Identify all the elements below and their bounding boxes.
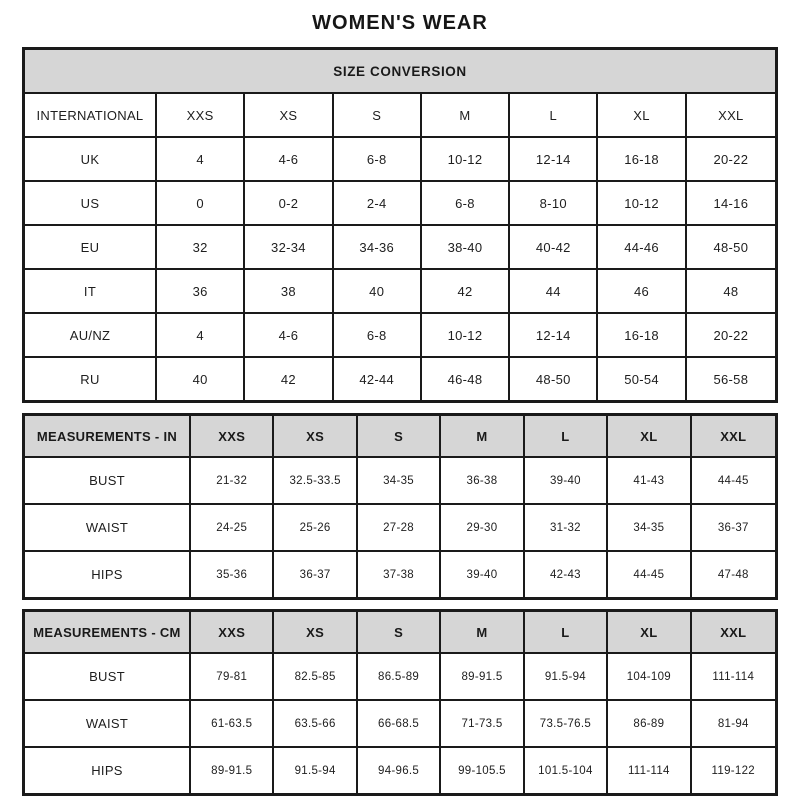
data-cell: 20-22 xyxy=(687,314,775,358)
data-cell: 91.5-94 xyxy=(274,748,357,793)
column-header-cell: L xyxy=(510,94,598,138)
data-cell: 8-10 xyxy=(510,182,598,226)
data-cell: 89-91.5 xyxy=(441,654,524,701)
data-cell: 39-40 xyxy=(525,458,608,505)
data-cell: 4 xyxy=(157,138,245,182)
data-cell: 10-12 xyxy=(422,314,510,358)
data-cell: 82.5-85 xyxy=(274,654,357,701)
data-cell: 34-35 xyxy=(608,505,691,552)
data-cell: 10-12 xyxy=(422,138,510,182)
data-cell: 79-81 xyxy=(191,654,274,701)
column-header-cell: XL xyxy=(608,416,691,458)
data-cell: 16-18 xyxy=(598,314,686,358)
data-cell: 44-45 xyxy=(608,552,691,597)
column-header-cell: XS xyxy=(245,94,333,138)
data-cell: 25-26 xyxy=(274,505,357,552)
row-label-cell: BUST xyxy=(25,654,191,701)
column-header-cell: XXS xyxy=(191,612,274,654)
data-cell: 14-16 xyxy=(687,182,775,226)
data-cell: 111-114 xyxy=(692,654,775,701)
data-cell: 104-109 xyxy=(608,654,691,701)
column-header-cell: M xyxy=(422,94,510,138)
data-cell: 32.5-33.5 xyxy=(274,458,357,505)
data-cell: 39-40 xyxy=(441,552,524,597)
data-cell: 86.5-89 xyxy=(358,654,441,701)
data-cell: 101.5-104 xyxy=(525,748,608,793)
measurements-in-table xyxy=(22,413,778,600)
data-cell: 29-30 xyxy=(441,505,524,552)
data-cell: 48 xyxy=(687,270,775,314)
column-header-cell: L xyxy=(525,612,608,654)
data-cell: 46-48 xyxy=(422,358,510,400)
data-cell: 4-6 xyxy=(245,314,333,358)
data-cell: 71-73.5 xyxy=(441,701,524,748)
data-cell: 66-68.5 xyxy=(358,701,441,748)
data-cell: 44-46 xyxy=(598,226,686,270)
data-cell: 6-8 xyxy=(422,182,510,226)
data-cell: 63.5-66 xyxy=(274,701,357,748)
measurements-in-grid xyxy=(25,416,775,597)
data-cell: 38 xyxy=(245,270,333,314)
column-header-cell: XL xyxy=(598,94,686,138)
data-cell: 56-58 xyxy=(687,358,775,400)
row-label-cell: HIPS xyxy=(25,552,191,597)
data-cell: 40 xyxy=(157,358,245,400)
data-cell: 36 xyxy=(157,270,245,314)
data-cell: 27-28 xyxy=(358,505,441,552)
data-cell: 32-34 xyxy=(245,226,333,270)
data-cell: 4-6 xyxy=(245,138,333,182)
row-label-cell: HIPS xyxy=(25,748,191,793)
size-conversion-grid xyxy=(25,94,775,400)
data-cell: 86-89 xyxy=(608,701,691,748)
data-cell: 12-14 xyxy=(510,138,598,182)
data-cell: 91.5-94 xyxy=(525,654,608,701)
column-header-cell: INTERNATIONAL xyxy=(25,94,157,138)
column-header-cell: S xyxy=(358,612,441,654)
column-header-cell: L xyxy=(525,416,608,458)
data-cell: 2-4 xyxy=(334,182,422,226)
column-header-cell: S xyxy=(334,94,422,138)
data-cell: 21-32 xyxy=(191,458,274,505)
measurements-cm-table xyxy=(22,609,778,796)
size-conversion-banner: SIZE CONVERSION xyxy=(25,50,775,94)
row-label-cell: US xyxy=(25,182,157,226)
data-cell: 81-94 xyxy=(692,701,775,748)
column-header-cell: XS xyxy=(274,612,357,654)
column-header-cell: MEASUREMENTS - CM xyxy=(25,612,191,654)
row-label-cell: IT xyxy=(25,270,157,314)
data-cell: 12-14 xyxy=(510,314,598,358)
data-cell: 36-37 xyxy=(274,552,357,597)
column-header-cell: XXL xyxy=(692,416,775,458)
data-cell: 41-43 xyxy=(608,458,691,505)
data-cell: 94-96.5 xyxy=(358,748,441,793)
data-cell: 40-42 xyxy=(510,226,598,270)
data-cell: 89-91.5 xyxy=(191,748,274,793)
data-cell: 44 xyxy=(510,270,598,314)
row-label-cell: AU/NZ xyxy=(25,314,157,358)
data-cell: 10-12 xyxy=(598,182,686,226)
column-header-cell: S xyxy=(358,416,441,458)
data-cell: 35-36 xyxy=(191,552,274,597)
data-cell: 42-43 xyxy=(525,552,608,597)
data-cell: 6-8 xyxy=(334,314,422,358)
data-cell: 48-50 xyxy=(510,358,598,400)
data-cell: 44-45 xyxy=(692,458,775,505)
row-label-cell: WAIST xyxy=(25,505,191,552)
column-header-cell: XS xyxy=(274,416,357,458)
column-header-cell: M xyxy=(441,416,524,458)
data-cell: 48-50 xyxy=(687,226,775,270)
data-cell: 61-63.5 xyxy=(191,701,274,748)
data-cell: 32 xyxy=(157,226,245,270)
column-header-cell: XL xyxy=(608,612,691,654)
data-cell: 36-38 xyxy=(441,458,524,505)
data-cell: 99-105.5 xyxy=(441,748,524,793)
data-cell: 31-32 xyxy=(525,505,608,552)
column-header-cell: XXL xyxy=(692,612,775,654)
data-cell: 73.5-76.5 xyxy=(525,701,608,748)
data-cell: 36-37 xyxy=(692,505,775,552)
data-cell: 42-44 xyxy=(334,358,422,400)
measurements-cm-grid xyxy=(25,612,775,793)
page-title: WOMEN'S WEAR xyxy=(312,12,488,34)
row-label-cell: UK xyxy=(25,138,157,182)
size-conversion-table xyxy=(22,47,778,403)
column-header-cell: XXL xyxy=(687,94,775,138)
data-cell: 119-122 xyxy=(692,748,775,793)
data-cell: 24-25 xyxy=(191,505,274,552)
data-cell: 42 xyxy=(422,270,510,314)
column-header-cell: MEASUREMENTS - IN xyxy=(25,416,191,458)
column-header-cell: M xyxy=(441,612,524,654)
data-cell: 50-54 xyxy=(598,358,686,400)
row-label-cell: BUST xyxy=(25,458,191,505)
data-cell: 42 xyxy=(245,358,333,400)
data-cell: 37-38 xyxy=(358,552,441,597)
row-label-cell: WAIST xyxy=(25,701,191,748)
data-cell: 38-40 xyxy=(422,226,510,270)
data-cell: 46 xyxy=(598,270,686,314)
row-label-cell: EU xyxy=(25,226,157,270)
data-cell: 34-35 xyxy=(358,458,441,505)
data-cell: 47-48 xyxy=(692,552,775,597)
data-cell: 4 xyxy=(157,314,245,358)
data-cell: 20-22 xyxy=(687,138,775,182)
data-cell: 6-8 xyxy=(334,138,422,182)
data-cell: 16-18 xyxy=(598,138,686,182)
row-label-cell: RU xyxy=(25,358,157,400)
data-cell: 0-2 xyxy=(245,182,333,226)
column-header-cell: XXS xyxy=(157,94,245,138)
data-cell: 111-114 xyxy=(608,748,691,793)
column-header-cell: XXS xyxy=(191,416,274,458)
data-cell: 0 xyxy=(157,182,245,226)
data-cell: 34-36 xyxy=(334,226,422,270)
data-cell: 40 xyxy=(334,270,422,314)
